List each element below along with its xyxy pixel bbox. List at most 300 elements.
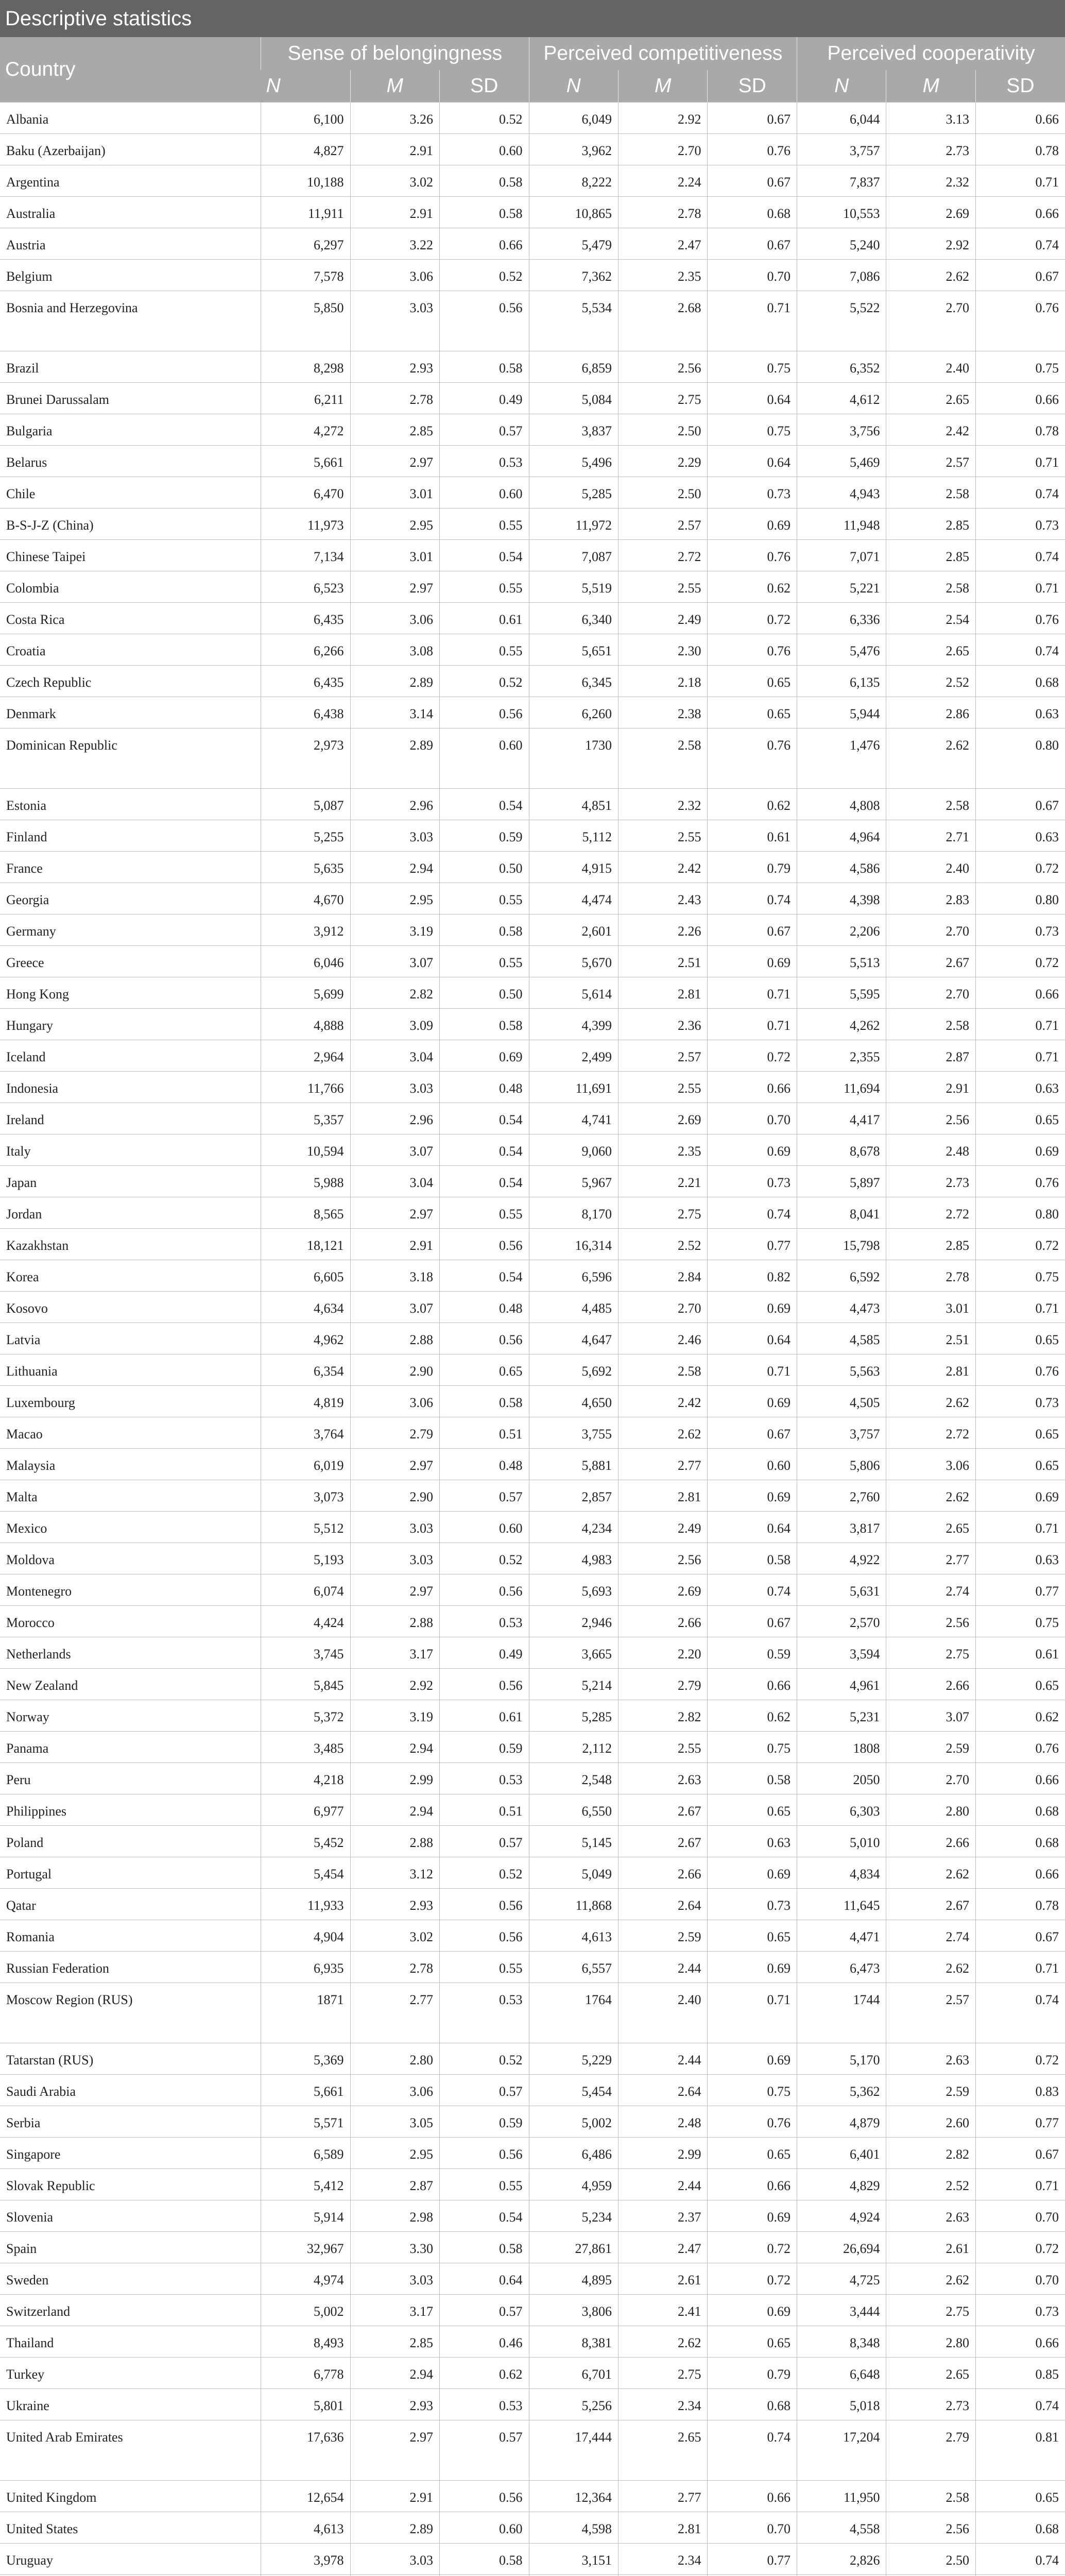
value-cell: 2.97 (350, 446, 439, 477)
value-cell: 3,912 (261, 914, 350, 946)
value-cell: 11,868 (529, 1889, 618, 1920)
value-cell: 0.74 (708, 1574, 797, 1606)
value-cell: 2.65 (886, 634, 975, 666)
country-cell: Japan (0, 1166, 261, 1197)
value-cell: 0.76 (975, 1354, 1065, 1386)
value-cell: 0.68 (708, 2389, 797, 2420)
value-cell: 0.60 (440, 728, 529, 789)
value-cell: 5,595 (797, 977, 886, 1009)
value-cell: 3,757 (797, 1417, 886, 1449)
value-cell: 0.59 (708, 1637, 797, 1669)
value-cell: 2.80 (886, 1794, 975, 1826)
value-cell: 2.66 (886, 1669, 975, 1700)
value-cell: 0.54 (440, 789, 529, 820)
value-cell: 0.49 (440, 383, 529, 414)
value-cell: 7,837 (797, 165, 886, 197)
value-cell: 2.41 (619, 2295, 708, 2326)
value-cell: 6,336 (797, 603, 886, 634)
value-cell: 5,412 (261, 2169, 350, 2200)
country-cell: Albania (0, 103, 261, 134)
country-cell: Chile (0, 477, 261, 509)
country-cell: Colombia (0, 571, 261, 603)
value-cell: 5,850 (261, 291, 350, 351)
value-cell: 0.56 (440, 697, 529, 728)
value-cell: 3.06 (350, 603, 439, 634)
value-cell: 2.88 (350, 1826, 439, 1857)
country-cell: Hungary (0, 1009, 261, 1040)
value-cell: 5,806 (797, 1449, 886, 1480)
value-cell: 3.22 (350, 228, 439, 260)
value-cell: 2.49 (619, 1512, 708, 1543)
country-cell: Serbia (0, 2106, 261, 2138)
value-cell: 0.48 (440, 1292, 529, 1323)
value-cell: 5,897 (797, 1166, 886, 1197)
value-cell: 15,798 (797, 1229, 886, 1260)
table-row (0, 1323, 1065, 1354)
value-cell: 0.71 (975, 571, 1065, 603)
value-cell: 2.88 (350, 1323, 439, 1354)
value-cell: 32,967 (261, 2232, 350, 2263)
value-cell: 0.56 (440, 1323, 529, 1354)
value-cell: 2.83 (886, 883, 975, 914)
value-cell: 1871 (261, 1983, 350, 2043)
value-cell: 0.71 (975, 2169, 1065, 2200)
value-cell: 5,285 (529, 1700, 618, 1732)
value-cell: 2,973 (261, 728, 350, 789)
value-cell: 2.50 (619, 477, 708, 509)
value-cell: 2.67 (619, 1826, 708, 1857)
value-cell: 8,348 (797, 2326, 886, 2358)
value-cell: 5,801 (261, 2389, 350, 2420)
value-cell: 0.72 (975, 1229, 1065, 1260)
country-cell: New Zealand (0, 1669, 261, 1700)
table-row (0, 103, 1065, 134)
value-cell: 0.54 (440, 540, 529, 571)
value-cell: 3.01 (350, 477, 439, 509)
value-cell: 0.64 (708, 1323, 797, 1354)
table-row (0, 383, 1065, 414)
country-cell: Switzerland (0, 2295, 261, 2326)
value-cell: 0.56 (440, 2138, 529, 2169)
value-cell: 0.67 (975, 789, 1065, 820)
value-cell: 0.60 (440, 2512, 529, 2544)
value-cell: 5,454 (529, 2075, 618, 2106)
value-cell: 6,557 (529, 1952, 618, 1983)
value-cell: 0.67 (975, 2138, 1065, 2169)
value-cell: 7,578 (261, 260, 350, 291)
value-cell: 3.14 (350, 697, 439, 728)
table-row (0, 946, 1065, 977)
value-cell: 2,601 (529, 914, 618, 946)
value-cell: 2,355 (797, 1040, 886, 1072)
value-cell: 2.57 (619, 1040, 708, 1072)
value-cell: 3.07 (886, 1700, 975, 1732)
value-cell: 5,240 (797, 228, 886, 260)
value-cell: 2.66 (886, 1826, 975, 1857)
value-cell: 0.50 (440, 852, 529, 883)
value-cell: 2.30 (619, 634, 708, 666)
value-cell: 0.54 (440, 1260, 529, 1292)
value-cell: 0.72 (975, 2043, 1065, 2075)
value-cell: 0.61 (440, 603, 529, 634)
table-row (0, 1637, 1065, 1669)
value-cell: 0.76 (975, 1166, 1065, 1197)
table-row (0, 728, 1065, 789)
value-cell: 2,499 (529, 1040, 618, 1072)
value-cell: 2.73 (886, 1166, 975, 1197)
value-cell: 2.95 (350, 2138, 439, 2169)
value-cell: 0.53 (440, 1606, 529, 1637)
country-cell: Germany (0, 914, 261, 946)
value-cell: 0.83 (975, 2075, 1065, 2106)
table-row (0, 2106, 1065, 2138)
country-cell: Greece (0, 946, 261, 977)
value-cell: 0.57 (440, 1826, 529, 1857)
country-cell: Netherlands (0, 1637, 261, 1669)
value-cell: 2.58 (886, 1009, 975, 1040)
value-cell: 3.04 (350, 1166, 439, 1197)
value-cell: 5,522 (797, 291, 886, 351)
value-cell: 3,745 (261, 1637, 350, 1669)
value-cell: 5,944 (797, 697, 886, 728)
country-cell: Mexico (0, 1512, 261, 1543)
value-cell: 6,074 (261, 1574, 350, 1606)
value-cell: 5,049 (529, 1857, 618, 1889)
value-cell: 2,570 (797, 1606, 886, 1637)
value-cell: 2.82 (350, 977, 439, 1009)
table-row (0, 2544, 1065, 2575)
table-row (0, 1794, 1065, 1826)
value-cell: 2.89 (350, 666, 439, 697)
value-cell: 0.57 (440, 2420, 529, 2481)
value-cell: 0.58 (440, 165, 529, 197)
country-cell: Iceland (0, 1040, 261, 1072)
value-cell: 5,255 (261, 820, 350, 852)
value-cell: 2.94 (350, 1732, 439, 1763)
value-cell: 3,806 (529, 2295, 618, 2326)
value-cell: 6,438 (261, 697, 350, 728)
value-cell: 5,512 (261, 1512, 350, 1543)
value-cell: 2.63 (886, 2043, 975, 2075)
value-cell: 0.51 (440, 1794, 529, 1826)
country-cell: Brazil (0, 351, 261, 383)
value-cell: 2.86 (886, 697, 975, 728)
value-cell: 17,204 (797, 2420, 886, 2481)
group-header: Perceived cooperativity (797, 37, 1065, 70)
value-cell: 2,112 (529, 1732, 618, 1763)
value-cell: 8,041 (797, 1197, 886, 1229)
value-cell: 3,756 (797, 414, 886, 446)
value-cell: 0.71 (975, 446, 1065, 477)
table-row (0, 1040, 1065, 1072)
value-cell: 8,493 (261, 2326, 350, 2358)
country-cell: Austria (0, 228, 261, 260)
value-cell: 0.52 (440, 666, 529, 697)
country-cell: Singapore (0, 2138, 261, 2169)
value-cell: 0.55 (440, 1197, 529, 1229)
value-cell: 0.54 (440, 1134, 529, 1166)
value-cell: 5,563 (797, 1354, 886, 1386)
value-cell: 0.69 (708, 2295, 797, 2326)
value-cell: 11,948 (797, 509, 886, 540)
value-cell: 2.70 (886, 977, 975, 1009)
value-cell: 6,648 (797, 2358, 886, 2389)
value-cell: 3.03 (350, 2544, 439, 2575)
value-cell: 0.75 (975, 1260, 1065, 1292)
country-cell: Moldova (0, 1543, 261, 1574)
value-cell: 6,046 (261, 946, 350, 977)
country-header: Country (0, 37, 261, 103)
value-cell: 2.56 (886, 2512, 975, 2544)
value-cell: 10,553 (797, 197, 886, 228)
value-cell: 2.97 (350, 1574, 439, 1606)
value-cell: 6,340 (529, 603, 618, 634)
country-cell: B-S-J-Z (China) (0, 509, 261, 540)
value-cell: 2.42 (886, 414, 975, 446)
value-cell: 2.93 (350, 1889, 439, 1920)
value-cell: 2.26 (619, 914, 708, 946)
value-cell: 2.65 (886, 2358, 975, 2389)
country-cell: Turkey (0, 2358, 261, 2389)
table-row (0, 2043, 1065, 2075)
value-cell: 6,701 (529, 2358, 618, 2389)
table-row (0, 1103, 1065, 1134)
value-cell: 3.03 (350, 1512, 439, 1543)
country-cell: Estonia (0, 789, 261, 820)
value-cell: 4,829 (797, 2169, 886, 2200)
value-cell: 0.52 (440, 260, 529, 291)
country-cell: Saudi Arabia (0, 2075, 261, 2106)
value-cell: 2.87 (886, 1040, 975, 1072)
value-cell: 0.76 (975, 1732, 1065, 1763)
value-cell: 2.75 (619, 383, 708, 414)
value-cell: 2.44 (619, 1952, 708, 1983)
value-cell: 4,218 (261, 1763, 350, 1794)
value-cell: 2.77 (350, 1983, 439, 2043)
value-cell: 0.68 (708, 197, 797, 228)
value-cell: 2.85 (886, 509, 975, 540)
table-row (0, 1669, 1065, 1700)
value-cell: 2.43 (619, 883, 708, 914)
value-cell: 6,019 (261, 1449, 350, 1480)
value-cell: 0.52 (440, 1543, 529, 1574)
value-cell: 5,084 (529, 383, 618, 414)
value-cell: 0.71 (708, 1354, 797, 1386)
table-row (0, 1260, 1065, 1292)
value-cell: 2.51 (886, 1323, 975, 1354)
value-cell: 2.92 (350, 1669, 439, 1700)
table-row (0, 1009, 1065, 1040)
value-cell: 2.63 (886, 2200, 975, 2232)
table-row (0, 2295, 1065, 2326)
value-cell: 2,964 (261, 1040, 350, 1072)
value-cell: 0.74 (708, 1197, 797, 1229)
value-cell: 0.65 (975, 1417, 1065, 1449)
value-cell: 5,614 (529, 977, 618, 1009)
value-cell: 2.24 (619, 165, 708, 197)
value-cell: 3,665 (529, 1637, 618, 1669)
value-cell: 2.56 (619, 351, 708, 383)
value-cell: 2.69 (619, 1103, 708, 1134)
table-row (0, 1889, 1065, 1920)
value-cell: 6,473 (797, 1952, 886, 1983)
table-row (0, 134, 1065, 165)
value-cell: 4,827 (261, 134, 350, 165)
table-body (0, 103, 1065, 2576)
value-cell: 0.69 (708, 1952, 797, 1983)
value-cell: 2.68 (619, 291, 708, 351)
value-cell: 2.62 (619, 1417, 708, 1449)
value-cell: 0.76 (708, 540, 797, 571)
country-cell: Kosovo (0, 1292, 261, 1323)
value-cell: 6,211 (261, 383, 350, 414)
value-cell: 3.17 (350, 2295, 439, 2326)
value-cell: 3,962 (529, 134, 618, 165)
value-cell: 4,725 (797, 2263, 886, 2295)
value-cell: 0.65 (975, 1669, 1065, 1700)
value-cell: 5,496 (529, 446, 618, 477)
value-cell: 4,943 (797, 477, 886, 509)
value-cell: 0.53 (440, 2389, 529, 2420)
value-cell: 0.63 (708, 1826, 797, 1857)
value-cell: 2.70 (619, 1292, 708, 1323)
value-cell: 0.57 (440, 2075, 529, 2106)
value-cell: 0.63 (975, 1543, 1065, 1574)
value-cell: 5,635 (261, 852, 350, 883)
value-cell: 0.73 (975, 1386, 1065, 1417)
value-cell: 2.57 (886, 1983, 975, 2043)
value-cell: 5,002 (261, 2295, 350, 2326)
value-cell: 6,345 (529, 666, 618, 697)
country-cell: Montenegro (0, 1574, 261, 1606)
value-cell: 0.60 (440, 134, 529, 165)
value-cell: 5,571 (261, 2106, 350, 2138)
value-cell: 3.17 (350, 1637, 439, 1669)
value-cell: 0.74 (975, 2544, 1065, 2575)
value-cell: 3.06 (886, 1449, 975, 1480)
value-cell: 0.74 (975, 477, 1065, 509)
value-cell: 2.40 (886, 852, 975, 883)
value-cell: 4,964 (797, 820, 886, 852)
value-cell: 2.66 (619, 1857, 708, 1889)
value-cell: 0.66 (440, 228, 529, 260)
value-cell: 0.68 (975, 1794, 1065, 1826)
value-cell: 2.67 (619, 1794, 708, 1826)
value-cell: 0.54 (440, 1166, 529, 1197)
value-cell: 2.88 (350, 1606, 439, 1637)
value-cell: 0.63 (975, 697, 1065, 728)
country-cell: Italy (0, 1134, 261, 1166)
value-cell: 0.71 (975, 165, 1065, 197)
value-cell: 0.58 (440, 197, 529, 228)
value-cell: 0.85 (975, 2358, 1065, 2389)
value-cell: 0.69 (975, 1480, 1065, 1512)
value-cell: 2.81 (619, 977, 708, 1009)
value-cell: 3.12 (350, 1857, 439, 1889)
country-cell: Indonesia (0, 1072, 261, 1103)
value-cell: 2.55 (619, 1072, 708, 1103)
value-cell: 2.47 (619, 2232, 708, 2263)
country-cell: Bulgaria (0, 414, 261, 446)
value-cell: 0.67 (975, 260, 1065, 291)
value-cell: 6,044 (797, 103, 886, 134)
table-row (0, 1072, 1065, 1103)
value-cell: 4,234 (529, 1512, 618, 1543)
value-cell: 0.76 (975, 291, 1065, 351)
value-cell: 10,865 (529, 197, 618, 228)
value-cell: 5,454 (261, 1857, 350, 1889)
value-cell: 5,170 (797, 2043, 886, 2075)
value-cell: 2.72 (619, 540, 708, 571)
value-cell: 0.62 (708, 789, 797, 820)
country-cell: Malta (0, 1480, 261, 1512)
country-cell: Thailand (0, 2326, 261, 2358)
country-cell: Georgia (0, 883, 261, 914)
value-cell: 0.58 (440, 1386, 529, 1417)
value-cell: 2.56 (886, 1606, 975, 1637)
value-cell: 1,476 (797, 728, 886, 789)
country-cell: Belarus (0, 446, 261, 477)
value-cell: 4,959 (529, 2169, 618, 2200)
value-cell: 4,670 (261, 883, 350, 914)
country-cell: Macao (0, 1417, 261, 1449)
table-row (0, 666, 1065, 697)
table-row (0, 1763, 1065, 1794)
country-cell: Philippines (0, 1794, 261, 1826)
country-cell: Slovak Republic (0, 2169, 261, 2200)
country-cell: Baku (Azerbaijan) (0, 134, 261, 165)
value-cell: 4,398 (797, 883, 886, 914)
value-cell: 2.40 (886, 351, 975, 383)
value-cell: 0.56 (440, 1574, 529, 1606)
value-cell: 4,585 (797, 1323, 886, 1354)
value-cell: 3.08 (350, 634, 439, 666)
value-cell: 0.69 (708, 1857, 797, 1889)
value-cell: 2.98 (350, 2200, 439, 2232)
value-cell: 3.06 (350, 2075, 439, 2106)
country-cell: Costa Rica (0, 603, 261, 634)
table-row (0, 914, 1065, 946)
value-cell: 11,950 (797, 2481, 886, 2512)
value-cell: 6,260 (529, 697, 618, 728)
value-cell: 0.55 (440, 509, 529, 540)
value-cell: 0.76 (708, 134, 797, 165)
value-cell: 2.91 (350, 134, 439, 165)
value-cell: 3.19 (350, 914, 439, 946)
value-cell: 3,594 (797, 1637, 886, 1669)
value-cell: 0.68 (975, 1826, 1065, 1857)
value-cell: 2.65 (886, 383, 975, 414)
value-cell: 3,817 (797, 1512, 886, 1543)
value-cell: 0.74 (975, 228, 1065, 260)
value-cell: 16,314 (529, 1229, 618, 1260)
value-cell: 5,988 (261, 1166, 350, 1197)
country-cell: Dominican Republic (0, 728, 261, 789)
value-cell: 0.61 (975, 1637, 1065, 1669)
value-cell: 4,634 (261, 1292, 350, 1323)
value-cell: 4,262 (797, 1009, 886, 1040)
value-cell: 2.79 (886, 2420, 975, 2481)
value-cell: 0.74 (708, 2420, 797, 2481)
country-cell: Chinese Taipei (0, 540, 261, 571)
value-cell: 4,915 (529, 852, 618, 883)
value-cell: 0.65 (708, 666, 797, 697)
value-cell: 0.59 (440, 1732, 529, 1763)
value-cell: 0.74 (975, 540, 1065, 571)
table-row (0, 197, 1065, 228)
country-cell: Argentina (0, 165, 261, 197)
table-row (0, 291, 1065, 351)
